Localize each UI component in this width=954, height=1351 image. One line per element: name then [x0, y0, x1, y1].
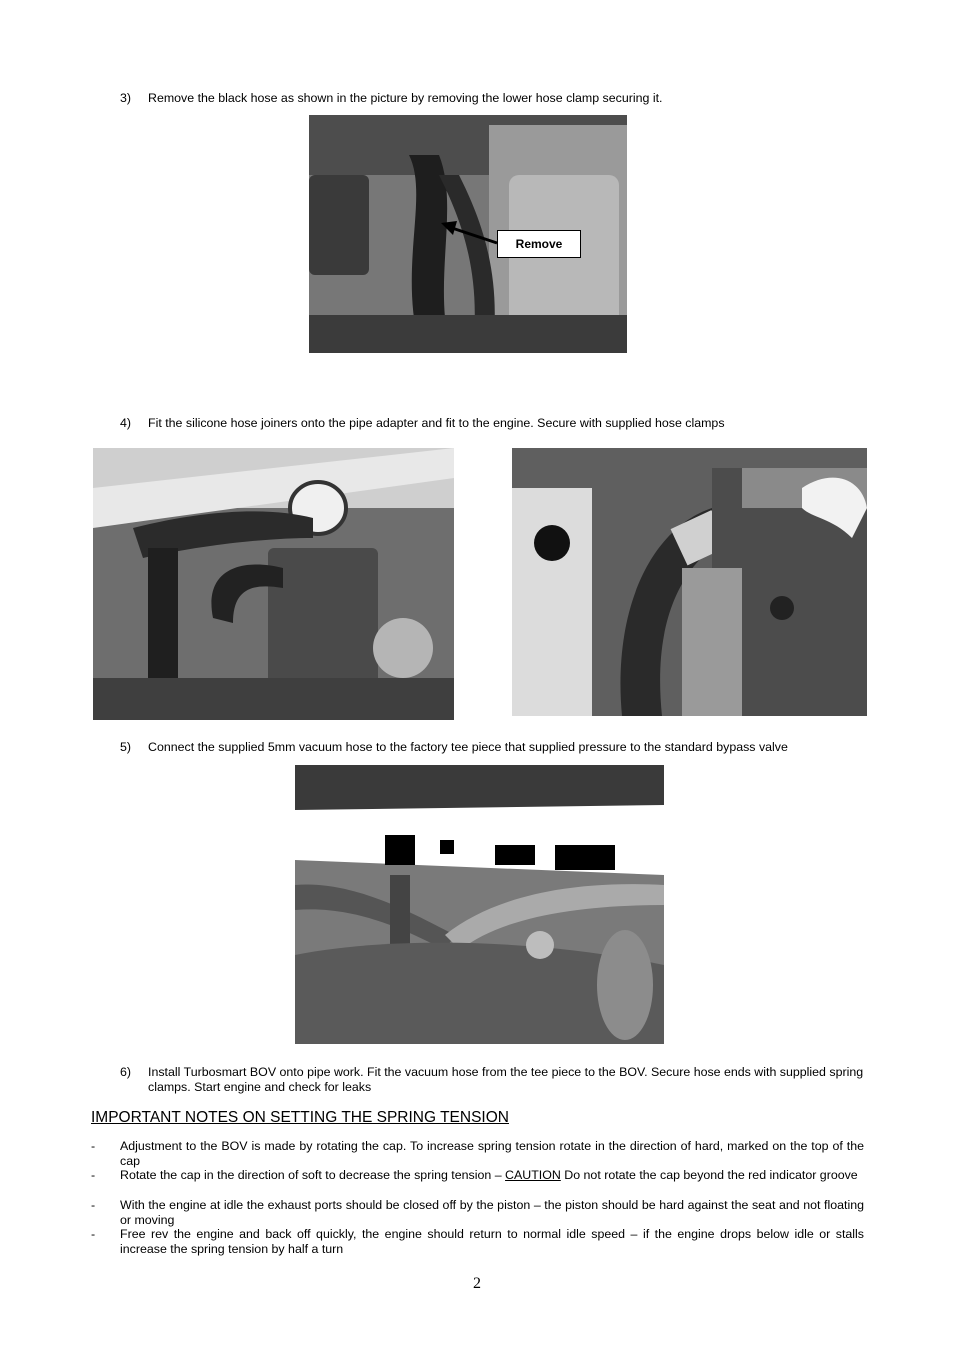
notes-heading: IMPORTANT NOTES ON SETTING THE SPRING TENSION	[91, 1109, 509, 1126]
caution-label: CAUTION	[505, 1168, 561, 1182]
step-text: Connect the supplied 5mm vacuum hose to the factory tee piece that supplied pressure to the standard bypass valve	[148, 740, 788, 754]
note-text: Free rev the engine and back off quickly, the engine should return to normal idle speed – if the engine drops below idle or stalls increase the spring tension by half a turn	[120, 1227, 864, 1256]
step-text: Fit the silicone hose joiners onto the pipe adapter and fit to the engine. Secure with supplied hose clamps	[148, 416, 725, 430]
bullet-dash: -	[91, 1198, 96, 1212]
note-text-after: Do not rotate the cap beyond the red indicator groove	[560, 1168, 858, 1182]
step-number: 6)	[120, 1065, 132, 1079]
engine-photo-clamps	[512, 448, 867, 716]
note-text: With the engine at idle the exhaust ports should be closed off by the piston – the piston should be hard against the seat and not floating or moving	[120, 1198, 864, 1227]
engine-photo-vacuum-hose	[295, 765, 664, 1044]
step-number: 4)	[120, 416, 132, 430]
remove-callout: Remove	[497, 230, 581, 258]
note-text: Adjustment to the BOV is made by rotating the cap. To increase spring tension rotate in the direction of hard, marked on the top of the cap	[120, 1139, 864, 1168]
bullet-dash: -	[91, 1168, 96, 1182]
page-number: 2	[473, 1275, 481, 1292]
note-text	[120, 1168, 864, 1183]
engine-photo-hose-joiners	[93, 448, 454, 720]
bullet-dash: -	[91, 1227, 96, 1241]
step-text: Remove the black hose as shown in the picture by removing the lower hose clamp securing it.	[148, 91, 663, 105]
step-number: 3)	[120, 91, 132, 105]
note-text-before: Rotate the cap in the direction of soft to decrease the spring tension –	[120, 1168, 506, 1182]
step-number: 5)	[120, 740, 132, 754]
bullet-dash: -	[91, 1139, 96, 1153]
step-text: Install Turbosmart BOV onto pipe work. Fit the vacuum hose from the tee piece to the BOV. Secure hose ends with supplied spring clamps. Start engine and check for leaks	[148, 1065, 864, 1094]
